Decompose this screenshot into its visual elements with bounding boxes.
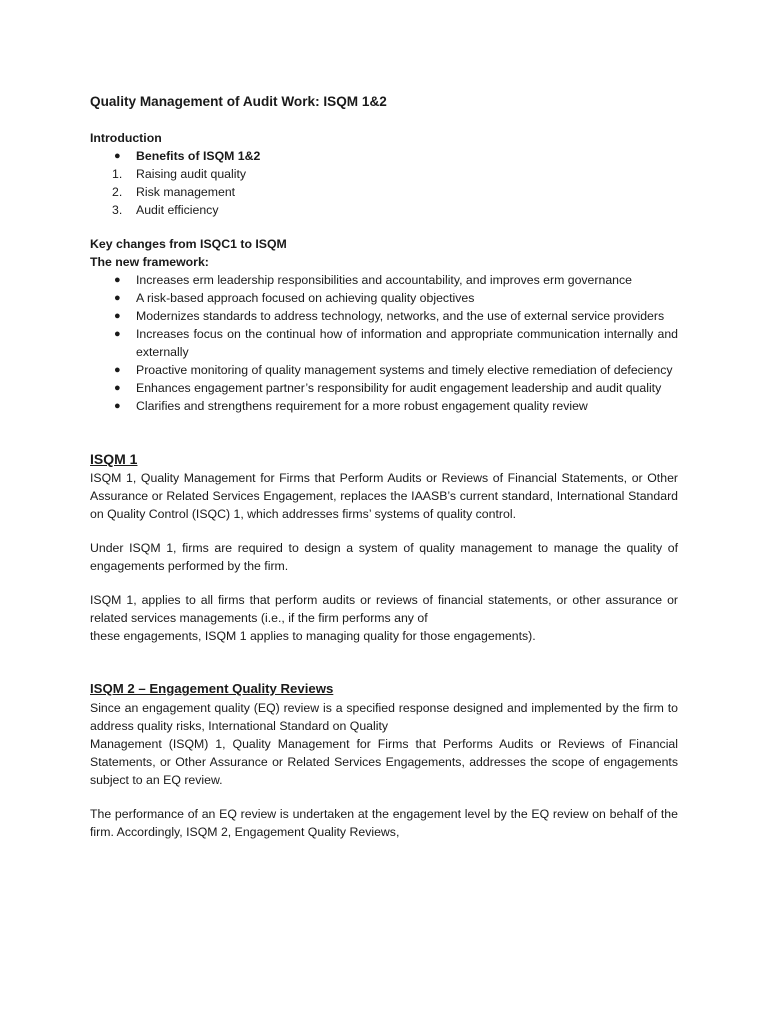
list-number: 2. [112,185,123,199]
intro-numbered-list [90,165,678,219]
list-item-text: Increases focus on the continual how of information and appropriate communication internally and externally [136,327,678,359]
isqm2-heading: ISQM 2 – Engagement Quality Reviews [90,681,334,696]
list-item-text: Enhances engagement partner’s responsibility for audit engagement leadership and audit quality [136,381,662,395]
list-item-text: Increases erm leadership responsibilities and accountability, and improves erm governance [136,273,633,287]
intro-bullet-list [90,147,678,165]
list-item-text: Raising audit quality [136,167,247,181]
list-item [90,361,678,379]
bullet-icon: ● [114,150,121,162]
list-item-text: Risk management [136,185,236,199]
intro-heading: Introduction [90,131,162,145]
list-item-text: Clarifies and strengthens requirement for a more robust engagement quality review [136,399,588,413]
isqm2-paragraph-2: The performance of an EQ review is undertaken at the engagement level by the EQ review on behalf of the firm. Accordingly, ISQM 2, Engagement Quality Reviews, [90,807,678,839]
isqm1-paragraph-1: ISQM 1, Quality Management for Firms that Perform Audits or Reviews of Financial Statements, or Other Assurance or Related Services Engagement, replaces the IAASB’s current standard, International Standard on Quality Control (ISQC) 1, which addresses firms’ systems of quality control. [90,471,678,521]
list-item-text: Modernizes standards to address technology, networks, and the use of external service providers [136,309,665,323]
isqm2-paragraph-1b: Management (ISQM) 1, Quality Management for Firms that Performs Audits or Reviews of Financial Statements, or Other Assurance or Related Services Engagements, addresses the scope of engagements subject to an EQ review. [90,737,678,787]
list-item-text: Proactive monitoring of quality management systems and timely elective remediation of defeciency [136,363,673,377]
list-item [90,379,678,397]
bullet-icon: ● [114,292,121,304]
bullet-icon: ● [114,274,121,286]
list-item [90,201,678,219]
key-changes-heading: Key changes from ISQC1 to ISQM [90,237,287,251]
framework-bullet-list [90,271,678,415]
list-item-text: Benefits of ISQM 1&2 [136,149,261,163]
list-item [90,271,678,289]
isqm1-paragraph-3a: ISQM 1, applies to all firms that perform audits or reviews of financial statements, or other assurance or related services managements (i.e., if the firm performs any of [90,593,678,625]
framework-subheading: The new framework: [90,255,209,269]
list-item [90,165,678,183]
list-item [90,183,678,201]
isqm1-paragraph-2: Under ISQM 1, firms are required to design a system of quality management to manage the quality of engagements performed by the firm. [90,541,678,573]
list-number: 3. [112,203,123,217]
bullet-icon: ● [114,364,121,376]
list-item [90,289,678,307]
list-item [90,325,678,361]
list-item [90,397,678,415]
bullet-icon: ● [114,328,121,340]
document-page [90,92,678,841]
bullet-icon: ● [114,382,121,394]
document-title: Quality Management of Audit Work: ISQM 1&2 [90,94,387,109]
list-item [90,147,678,165]
list-item-text: A risk-based approach focused on achieving quality objectives [136,291,475,305]
list-item [90,307,678,325]
list-number: 1. [112,167,123,181]
isqm1-heading: ISQM 1 [90,451,138,467]
isqm2-paragraph-1a: Since an engagement quality (EQ) review is a specified response designed and implemented by the firm to address quality risks, International Standard on Quality [90,701,678,733]
bullet-icon: ● [114,310,121,322]
list-item-text: Audit efficiency [136,203,219,217]
bullet-icon: ● [114,400,121,412]
isqm1-paragraph-3b: these engagements, ISQM 1 applies to managing quality for those engagements). [90,629,536,643]
